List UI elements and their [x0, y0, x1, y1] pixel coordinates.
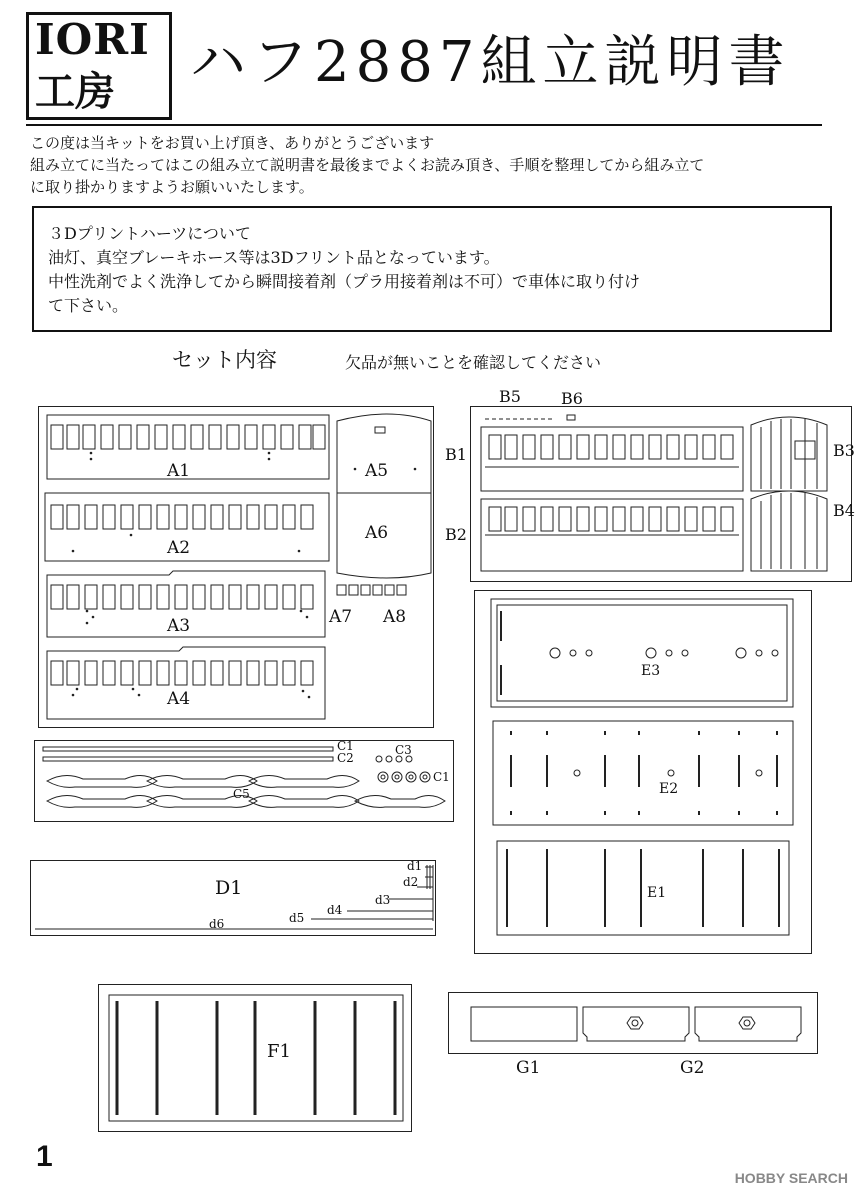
part-label-e2: E2: [659, 781, 679, 797]
part-label-d1: D1: [215, 877, 243, 899]
part-label-d3: d3: [375, 893, 391, 907]
a4-windows: [51, 661, 313, 685]
sheet-c-drawing: [35, 741, 455, 823]
part-label-f1: F1: [267, 1041, 291, 1062]
intro-line-3: に取り掛かりますようお願いいたします。: [30, 178, 314, 196]
part-label-c1-rod: C1: [337, 739, 354, 753]
part-label-c2: C2: [337, 751, 354, 765]
part-label-d1-small: d1: [407, 859, 423, 873]
sheet-c: [34, 740, 454, 822]
part-label-g1: G1: [516, 1058, 541, 1078]
notice-heading: ３Dプリントハーツについて: [48, 224, 251, 243]
page-number: 1: [36, 1140, 53, 1173]
part-label-a8: A8: [383, 607, 407, 627]
a1-windows: [51, 425, 325, 449]
watermark: HOBBY SEARCH: [734, 1170, 848, 1186]
part-label-a1: A1: [167, 461, 191, 481]
notice-line-2: 油灯、真空ブレーキホース等は3Dフリント品となっています。: [48, 248, 500, 267]
part-label-a7: A7: [329, 607, 353, 627]
intro-line-1: この度は当キットをお買い上げ頂き、ありがとうございます: [30, 134, 435, 152]
part-label-d2: d2: [403, 875, 419, 889]
page-title: ハフ2887組立説明書: [190, 30, 791, 95]
sheet-b-drawing: [471, 407, 853, 583]
iori-kobo-logo: [26, 12, 172, 120]
sheet-d: [30, 860, 436, 936]
a3-windows: [51, 585, 313, 609]
part-label-b1: B1: [445, 445, 467, 464]
part-label-g2: G2: [680, 1058, 705, 1078]
a2-windows: [51, 505, 313, 529]
part-label-c5: C5: [233, 787, 250, 801]
part-label-b6: B6: [561, 389, 583, 408]
part-label-a4: A4: [167, 689, 191, 709]
part-label-a6: A6: [365, 523, 389, 543]
sheet-a-drawing: [39, 407, 435, 729]
notice-line-3: 中性洗剤でよく洗浄してから瞬間接着剤（プラ用接着剤は不可）で車体に取り付け: [48, 272, 641, 291]
part-label-b3: B3: [833, 441, 855, 460]
set-contents-title: セット内容: [172, 348, 277, 372]
intro-text: [30, 132, 850, 198]
sheet-e: [474, 590, 812, 954]
part-label-d5: d5: [289, 911, 305, 925]
part-label-b2: B2: [445, 525, 467, 544]
sheet-a: [38, 406, 434, 728]
part-label-d6: d6: [209, 917, 225, 931]
sheet-b: [445, 387, 855, 582]
part-label-e1: E1: [647, 885, 667, 901]
part-label-a5: A5: [365, 461, 389, 481]
part-label-e3: E3: [641, 663, 661, 679]
part-label-b4: B4: [833, 501, 855, 520]
set-contents-subtitle: 欠品が無いことを確認してください: [345, 353, 602, 372]
3d-print-notice-box: [32, 206, 832, 332]
header-divider: [26, 124, 822, 126]
part-label-a3: A3: [167, 616, 191, 636]
notice-line-4: て下さい。: [48, 296, 129, 315]
part-label-c1-wheel: C1: [433, 770, 450, 784]
part-label-a2: A2: [167, 538, 191, 558]
intro-line-2: 組み立てに当たってはこの組み立て説明書を最後までよくお読み頂き、手順を整理してから組み立て: [30, 156, 705, 174]
logo-text-top: IORI: [35, 15, 150, 64]
part-label-c3: C3: [395, 743, 412, 757]
part-label-b5: B5: [499, 387, 521, 406]
sheet-e-drawing: [475, 591, 813, 955]
sheet-f: [98, 984, 412, 1132]
sheet-f-drawing: [99, 985, 413, 1133]
part-label-d4: d4: [327, 903, 343, 917]
logo-text-bottom: 工房: [35, 68, 115, 115]
sheet-g-drawing: [449, 993, 819, 1055]
sheet-g: [448, 992, 818, 1054]
